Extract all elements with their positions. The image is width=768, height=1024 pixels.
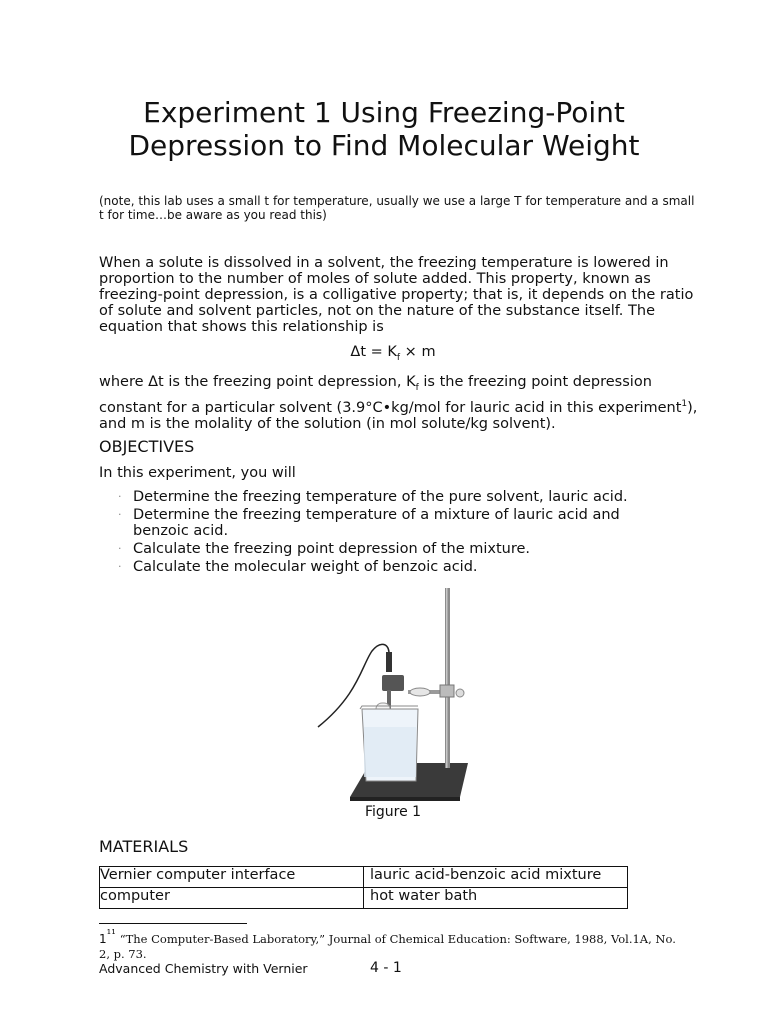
probe-handle <box>386 652 392 672</box>
footnote-citation: “The Computer-Based Laboratory,” <box>119 932 326 946</box>
footnote <box>99 927 689 962</box>
definition-part-3: ), and m is the molality of the solution (in mol solute/kg solvent). <box>99 399 698 432</box>
clamp-jaw <box>410 688 430 696</box>
bullet-icon: · <box>118 490 122 503</box>
objective-item <box>118 542 658 558</box>
objectives-list <box>118 490 658 578</box>
objective-text: Determine the freezing temperature of the pure solvent, lauric acid. <box>133 489 628 505</box>
bullet-icon: · <box>118 508 122 521</box>
objective-text: Calculate the molecular weight of benzoic acid. <box>133 558 478 575</box>
ring-stand-apparatus-illustration <box>300 585 480 801</box>
equation-subscript: f <box>396 352 401 363</box>
page-title <box>0 96 768 162</box>
title-line-1: Experiment 1 Using Freezing-Point <box>143 96 625 129</box>
objectives-heading: OBJECTIVES <box>99 437 195 456</box>
equation-lhs: Δt = K <box>350 344 397 360</box>
definition-subscript: f <box>415 382 419 393</box>
intro-paragraph: When a solute is dissolved in a solvent, the freezing temperature is lowered in proportion to the number of moles of solute added. This property, known as freezing-point depression, is a colligative property; that is, it depends on the ratio of solute and solvent particles, not on the nature of the substance itself. The equation that shows this relationship is <box>99 255 694 335</box>
table-row <box>100 867 628 888</box>
definition-part-2: is the freezing point depression constant for a particular solvent (3.9°C•kg/mol for lauric acid in this experiment <box>99 374 682 416</box>
figure-caption: Figure 1 <box>364 804 422 820</box>
equation-rhs: × m <box>400 344 436 360</box>
temperature-note: (note, this lab uses a small t for temperature, usually we use a large T for temperature and a small t for time…be aware as you read this) <box>99 194 695 222</box>
bullet-icon: · <box>118 559 122 573</box>
probe-clamp-block <box>382 675 404 691</box>
objective-text: Determine the freezing temperature of a mixture of lauric acid and benzoic acid. <box>133 507 620 539</box>
table-cell: lauric acid-benzoic acid mixture <box>364 867 628 888</box>
objective-item <box>118 490 658 506</box>
footer-book-title: Advanced Chemistry with Vernier <box>99 961 308 976</box>
table-row <box>100 888 628 909</box>
objectives-intro: In this experiment, you will <box>99 465 296 481</box>
definition-paragraph <box>99 374 699 432</box>
apparatus-figure <box>300 585 480 801</box>
definition-part-1: where Δt is the freezing point depression, K <box>99 374 416 390</box>
clamp-holder <box>440 685 454 697</box>
objective-item <box>118 560 658 576</box>
footnote-separator <box>99 923 247 924</box>
materials-heading: MATERIALS <box>99 837 189 856</box>
footnote-marker: ¹¹ <box>106 927 116 941</box>
title-line-2: Depression to Find Molecular Weight <box>128 129 640 162</box>
table-cell: Vernier computer interface <box>100 867 364 888</box>
objective-item <box>118 508 658 539</box>
stand-base-edge <box>350 797 460 801</box>
table-cell: hot water bath <box>364 888 628 909</box>
equation <box>0 344 768 363</box>
bullet-icon: · <box>118 541 122 555</box>
beaker-water <box>364 727 416 777</box>
table-cell: computer <box>100 888 364 909</box>
objective-text: Calculate the freezing point depression of the mixture. <box>133 540 531 557</box>
footnote-number: 1 <box>99 932 107 946</box>
page-number: 4 - 1 <box>370 960 402 976</box>
materials-table <box>99 866 628 909</box>
clamp-screw <box>456 689 464 697</box>
stand-rod-highlight <box>446 588 448 768</box>
footnote-reference: 1 <box>681 398 688 409</box>
footnote-source: Journal of Chemical Education: Software, 1988, Vol.1A, No. 2, p. 73. <box>99 932 676 961</box>
